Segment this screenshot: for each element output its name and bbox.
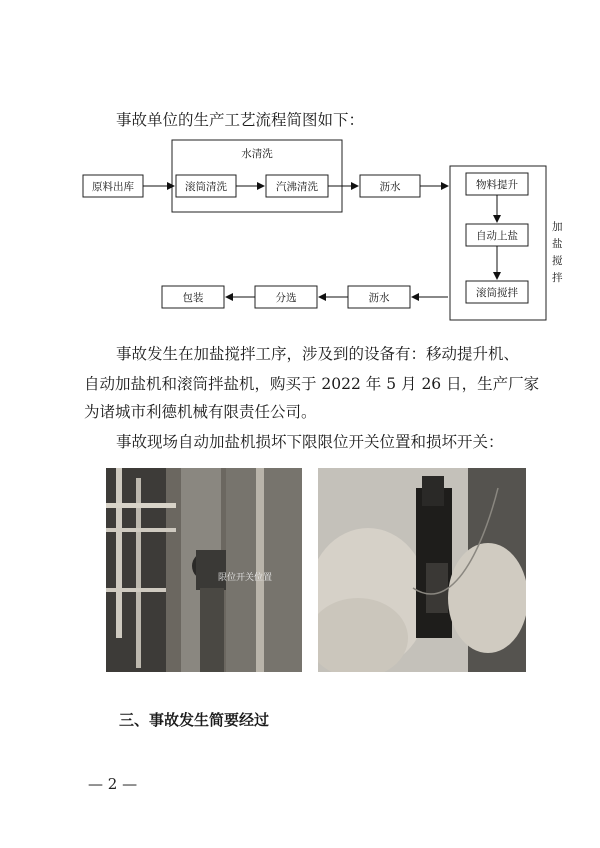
node-drain1-label: 沥水 xyxy=(379,181,401,193)
process-flowchart xyxy=(0,0,600,340)
photo-intro-text: 事故现场自动加盐机损坏下限限位开关位置和损坏开关： xyxy=(116,433,504,451)
broken-switch-photo-art xyxy=(318,468,526,672)
node-lift-label: 物料提升 xyxy=(476,179,518,191)
equipment-paragraph-line2: 自动加盐机和滚筒拌盐机，购买于 2022 年 5 月 26 日，生产厂家 xyxy=(84,375,540,393)
switch-location-photo xyxy=(106,468,302,672)
node-drum-mix-label: 滚筒搅拌 xyxy=(476,287,518,299)
salt-mix-side-label-4: 拌 xyxy=(552,272,563,284)
page-number: — 2 — xyxy=(88,775,138,793)
node-drain2-label: 沥水 xyxy=(368,292,390,304)
node-boil-wash-label: 汽沸清洗 xyxy=(276,181,318,193)
salt-mix-side-label-2: 盐 xyxy=(552,238,563,250)
node-raw-label: 原料出库 xyxy=(92,181,134,193)
equipment-paragraph-line3: 为诸城市利德机械有限责任公司。 xyxy=(84,403,317,421)
equipment-paragraph-line1: 事故发生在加盐搅拌工序，涉及到的设备有：移动提升机、 xyxy=(116,345,520,363)
switch-location-photo-art xyxy=(106,468,302,672)
intro-text: 事故单位的生产工艺流程简图如下： xyxy=(116,111,365,129)
node-drum-wash-label: 滚筒清洗 xyxy=(185,181,227,193)
salt-mix-side-label-1: 加 xyxy=(552,221,563,233)
node-sort-label: 分选 xyxy=(275,292,297,304)
broken-switch-photo xyxy=(318,468,526,672)
water-wash-label: 水清洗 xyxy=(241,148,273,160)
section-heading: 三、事故发生简要经过 xyxy=(119,711,270,729)
switch-location-overlay-text: 限位开关位置 xyxy=(218,573,273,583)
salt-mix-side-label-3: 搅 xyxy=(552,255,563,267)
node-pack-label: 包装 xyxy=(182,292,204,304)
node-auto-salt-label: 自动上盐 xyxy=(476,230,518,242)
